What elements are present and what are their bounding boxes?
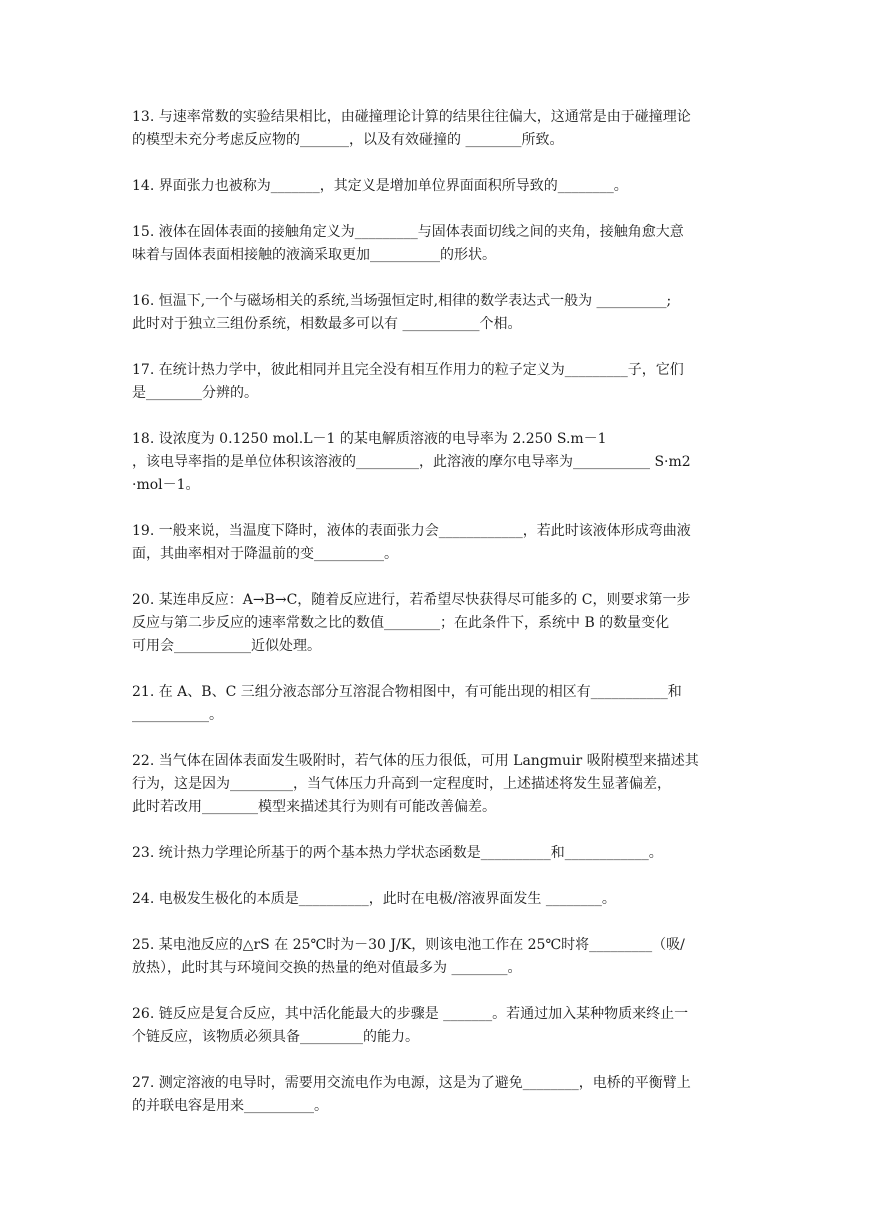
question-line: 16. 恒温下,一个与磁场相关的系统,当场强恒定时,相律的数学表达式一般为 __________; [132,293,672,309]
question-item [132,888,742,911]
question-line: 个链反应，该物质必须具备_________的能力。 [132,1029,419,1045]
question-line: 24. 电极发生极化的本质是__________，此时在电极/溶液界面发生 ________。 [132,891,616,907]
question-line: 26. 链反应是复合反应，其中活化能最大的步骤是 _______。若通过加入某种物质来终止一 [132,1006,689,1022]
question-line: 27. 测定溶液的电导时，需要用交流电作为电源，这是为了避免________，电桥的平衡臂上 [132,1075,691,1091]
question-line: 的模型未充分考虑反应物的_______，以及有效碰撞的 ________所致。 [132,132,564,148]
question-line: 25. 某电池反应的△rS 在 25℃时为－30 J/K，则该电池工作在 25℃时将_________（吸/ [132,937,685,953]
question-line: ，该电导率指的是单位体积该溶液的_________，此溶液的摩尔电导率为___________ S·m2 [132,454,691,470]
question-item [132,842,742,865]
question-item [132,221,742,267]
question-item [132,681,742,727]
question-line: 19. 一般来说，当温度下降时，液体的表面张力会____________，若此时该液体形成弯曲液 [132,523,691,539]
question-item [132,290,742,336]
document-page [132,106,742,1141]
question-line: 放热），此时其与环境间交换的热量的绝对值最多为 ________。 [132,960,522,976]
question-line: 17. 在统计热力学中，彼此相同并且完全没有相互作用力的粒子定义为_________子，它们 [132,362,684,378]
question-line: 味着与固体表面相接触的液滴采取更加__________的形状。 [132,247,496,263]
question-line: 22. 当气体在固体表面发生吸附时，若气体的压力很低，可用 Langmuir 吸附模型来描述其 [132,753,699,769]
question-line: 21. 在 A、B、C 三组分液态部分互溶混合物相图中，有可能出现的相区有___________和 [132,684,682,700]
question-line: 反应与第二步反应的速率常数之比的数值________；在此条件下，系统中 B 的数量变化 [132,615,670,631]
question-line: 23. 统计热力学理论所基于的两个基本热力学状态函数是__________和____________。 [132,845,663,861]
question-item [132,359,742,405]
question-item [132,1003,742,1049]
question-item [132,934,742,980]
question-line: 14. 界面张力也被称为_______，其定义是增加单位界面面积所导致的________。 [132,178,628,194]
question-line: 20. 某连串反应：A→B→C，随着反应进行，若希望尽快获得尽可能多的 C，则要求第一步 [132,592,691,608]
question-item [132,1072,742,1118]
question-line: 15. 液体在固体表面的接触角定义为_________与固体表面切线之间的夹角，接触角愈大意 [132,224,684,240]
question-item [132,520,742,566]
question-line: 13. 与速率常数的实验结果相比，由碰撞理论计算的结果往往偏大，这通常是由于碰撞理论 [132,109,691,125]
question-item [132,175,742,198]
question-item [132,589,742,658]
question-item [132,428,742,497]
question-line: 此时对于独立三组份系统，相数最多可以有 ___________个相。 [132,316,522,332]
question-line: ·mol－1。 [132,477,200,493]
question-line: 可用会___________近似处理。 [132,638,321,654]
question-item [132,106,742,152]
question-item [132,750,742,819]
question-line: ___________。 [132,707,223,723]
question-line: 此时若改用________模型来描述其行为则有可能改善偏差。 [132,799,496,815]
question-line: 面，其曲率相对于降温前的变__________。 [132,546,398,562]
question-line: 是________分辨的。 [132,385,258,401]
question-line: 18. 设浓度为 0.1250 mol.L－1 的某电解质溶液的电导率为 2.250 S.m－1 [132,431,607,447]
question-line: 行为，这是因为_________，当气体压力升高到一定程度时，上述描述将发生显著偏差， [132,776,671,792]
question-line: 的并联电容是用来__________。 [132,1098,328,1114]
